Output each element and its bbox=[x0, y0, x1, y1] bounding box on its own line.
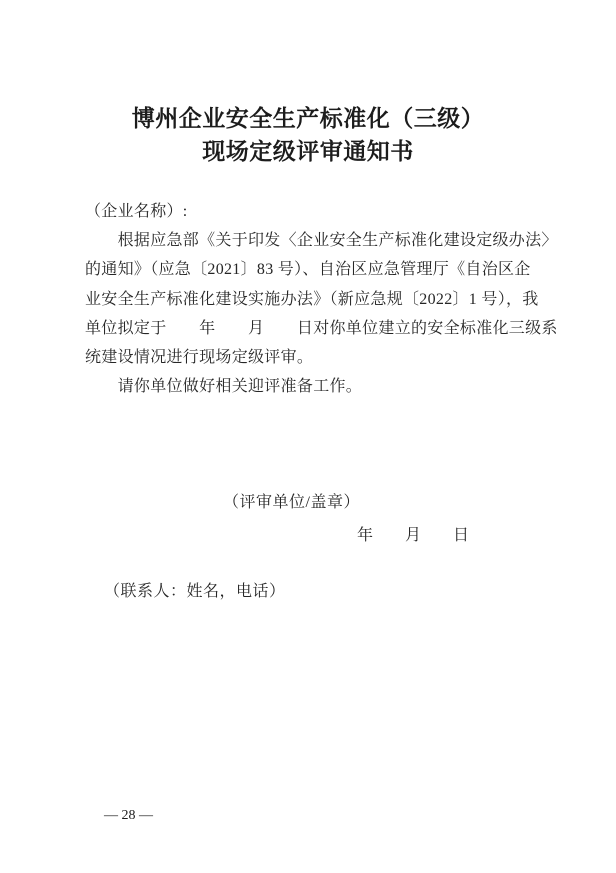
body-line-salutation: （企业名称）: bbox=[85, 203, 188, 220]
body-line: 根据应急部《关于印发〈企业安全生产标准化建设定级办法〉 bbox=[85, 232, 558, 250]
reviewer-unit-seal-label: （评审单位/盖章） bbox=[223, 494, 360, 511]
document-body bbox=[85, 197, 558, 401]
body-line: 的通知》（应急〔2021〕83 号）、自治区应急管理厅《自治区企 bbox=[85, 261, 531, 279]
contact-person-note: （联系人：姓名，电话） bbox=[104, 583, 286, 600]
page-number: — 28 — bbox=[104, 808, 153, 823]
body-line-closing: 请你单位做好相关迎评准备工作。 bbox=[85, 378, 363, 396]
document-title bbox=[0, 102, 616, 168]
signature-date-placeholder: 年 月 日 bbox=[357, 527, 470, 544]
title-line-2: 现场定级评审通知书 bbox=[202, 139, 414, 164]
body-line-date-placeholder: 单位拟定于 年 月 日对你单位建立的安全标准化三级系 bbox=[85, 319, 558, 337]
title-line-1: 博州企业安全生产标准化（三级） bbox=[131, 106, 485, 131]
body-line: 业安全生产标准化建设实施办法》（新应急规〔2022〕1 号），我 bbox=[85, 290, 539, 308]
body-line: 统建设情况进行现场定级评审。 bbox=[85, 349, 314, 367]
